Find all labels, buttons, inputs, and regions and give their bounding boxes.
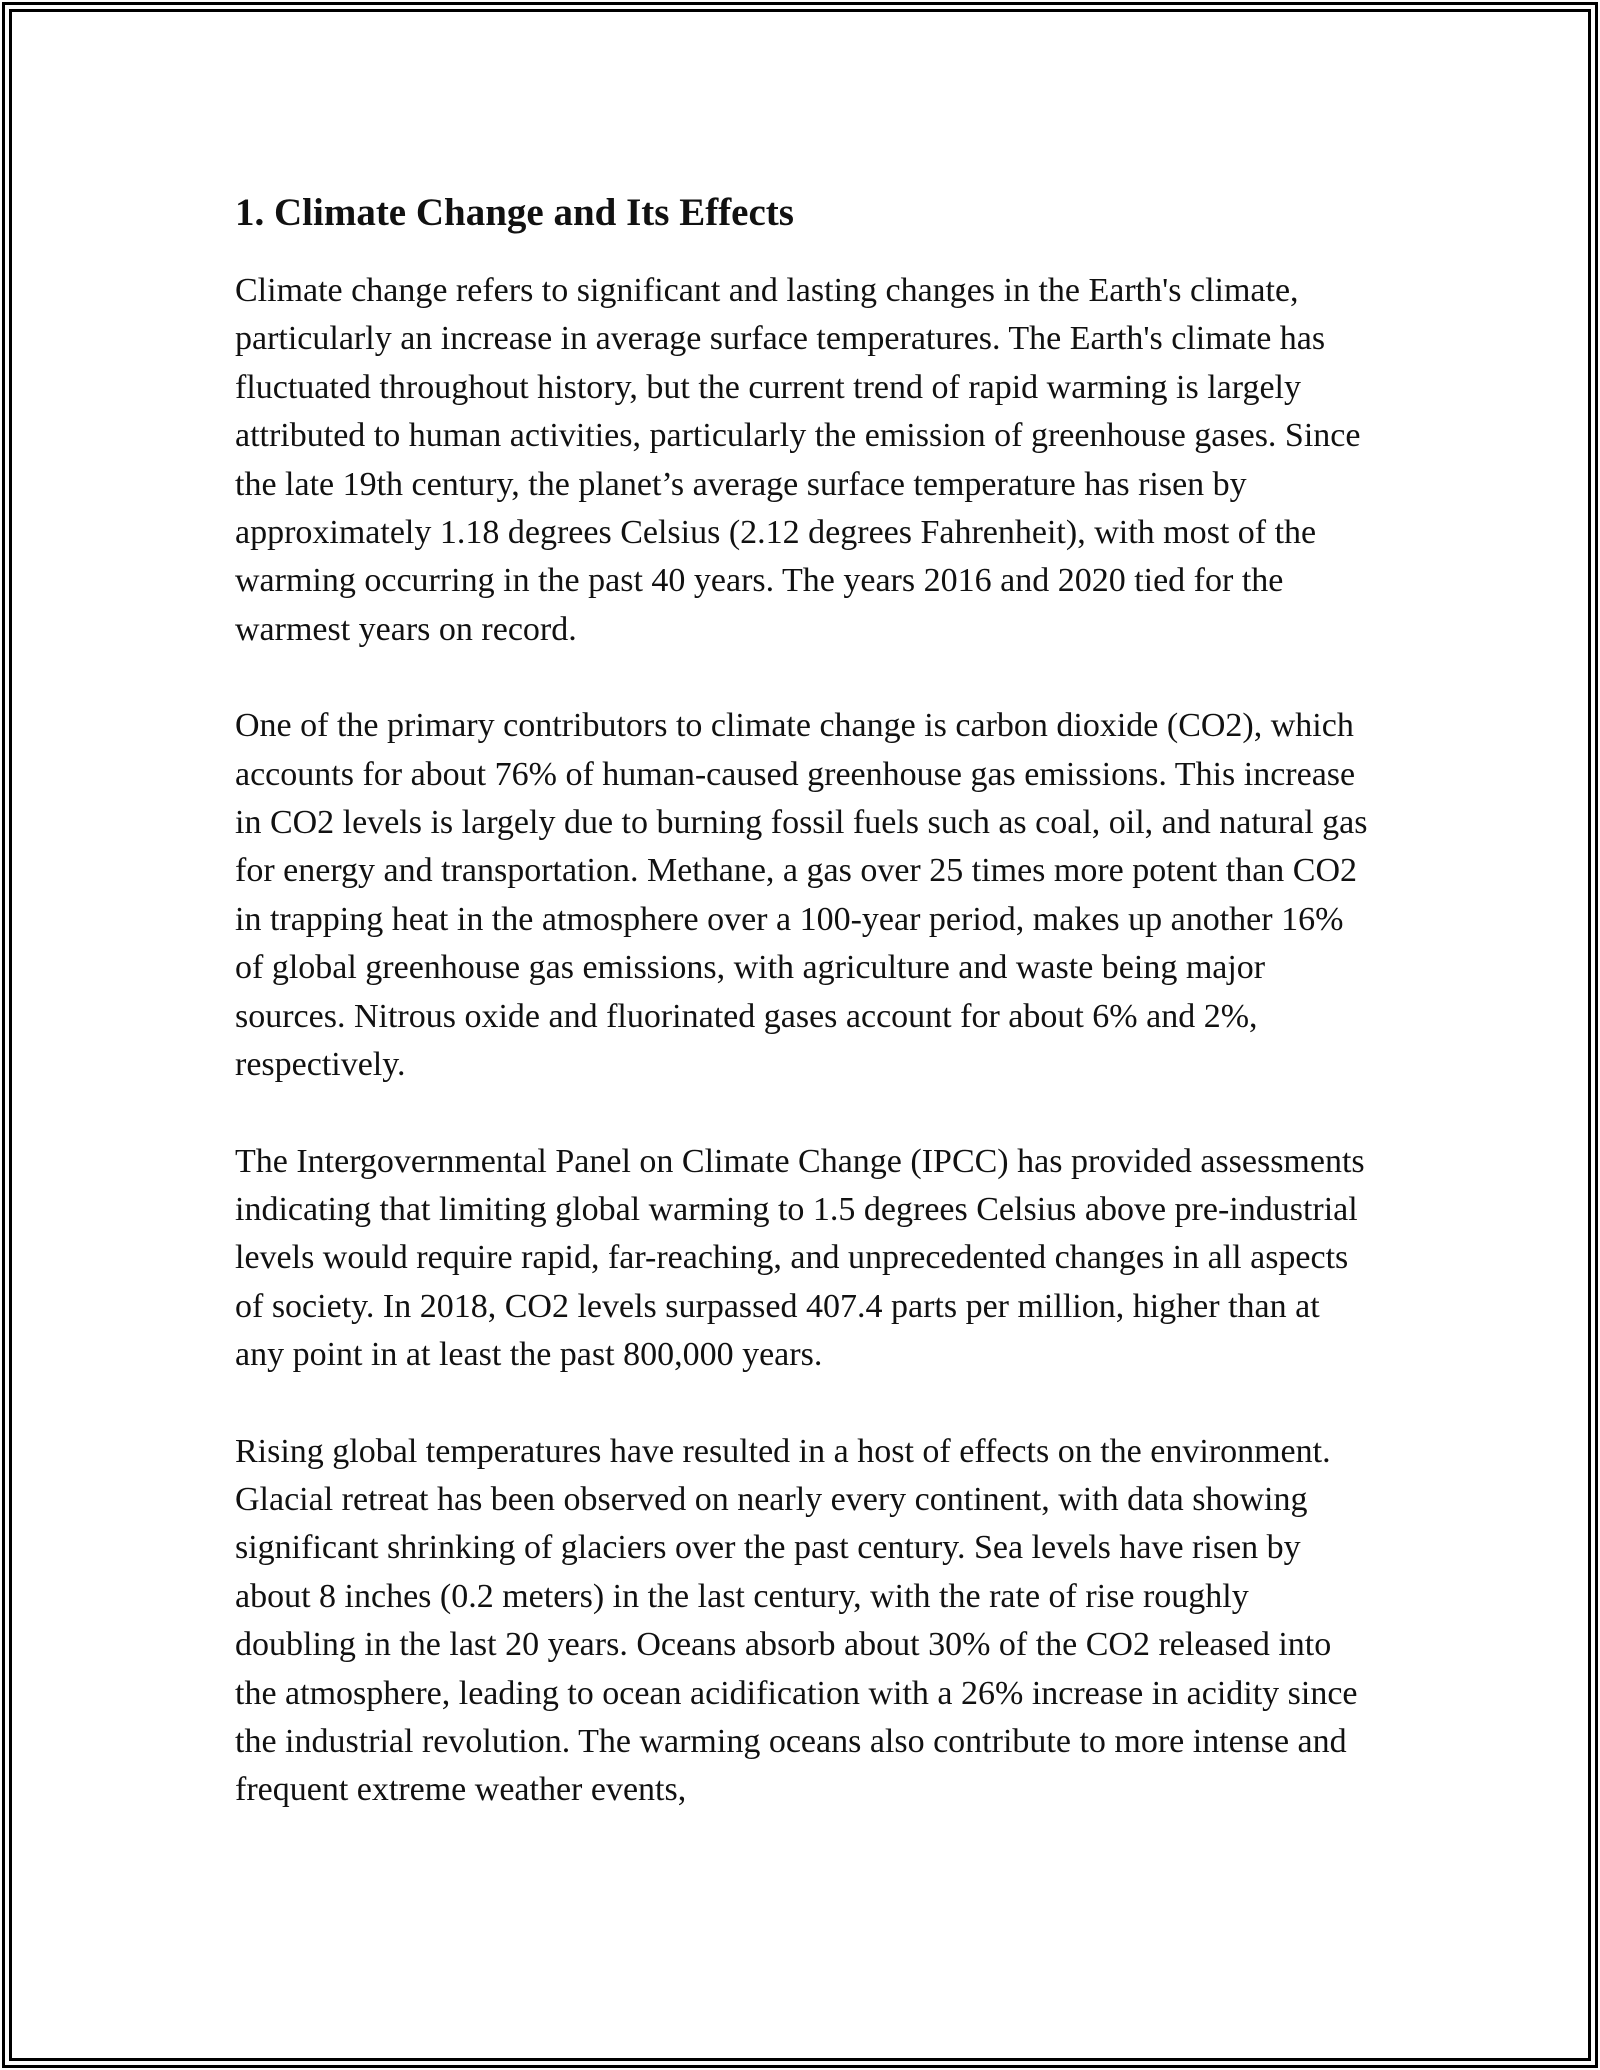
paragraph-ipcc-assessment: The Intergovernmental Panel on Climate Change (IPCC) has provided assessments indicating that limiting global warming to 1.5 degrees Celsius above pre-industrial levels would require rapid, far-reaching, and unprecedented changes in all aspects of society. In 2018, CO2 levels surpassed 407.4 parts per million, higher than at any point in at least the past 800,000 years. [235, 1142, 1365, 1374]
paragraph-environmental-effects: Rising global temperatures have resulted in a host of effects on the environment. Glacial retreat has been observed on nearly every continent, with data showing significant shrinking of glaciers over the past century. Sea levels have risen by about 8 inches (0.2 meters) in the last century, with the rate of rise roughly doubling in the last 20 years. Oceans absorb about 30% of the CO2 released into the atmosphere, leading to ocean acidification with a 26% increase in acidity since the industrial revolution. The warming oceans also contribute to more intense and frequent extreme weather events, [235, 1432, 1358, 1809]
paragraph-greenhouse-gases: One of the primary contributors to climate change is carbon dioxide (CO2), which accounts for about 76% of human-caused greenhouse gas emissions. This increase in CO2 levels is largely due to burning fossil fuels such as coal, oil, and natural gas for energy and transportation. Methane, a gas over 25 times more potent than CO2 in trapping heat in the atmosphere over a 100-year period, makes up another 16% of global greenhouse gas emissions, with agriculture and waste being major sources. Nitrous oxide and fluorinated gases account for about 6% and 2%, respectively. [235, 707, 1368, 1084]
paragraph-warming-trend: Climate change refers to significant and lasting changes in the Earth's climate, particularly an increase in average surface temperatures. The Earth's climate has fluctuated throughout history, but the current trend of rapid warming is largely attributed to human activities, particularly the emission of greenhouse gases. Since the late 19th century, the planet’s average surface temperature has risen by approximately 1.18 degrees Celsius (2.12 degrees Fahrenheit), with most of the warming occurring in the past 40 years. The years 2016 and 2020 tied for the warmest years on record. [235, 272, 1361, 648]
section-heading: 1. Climate Change and Its Effects [235, 191, 794, 234]
document-body [235, 188, 1375, 1815]
